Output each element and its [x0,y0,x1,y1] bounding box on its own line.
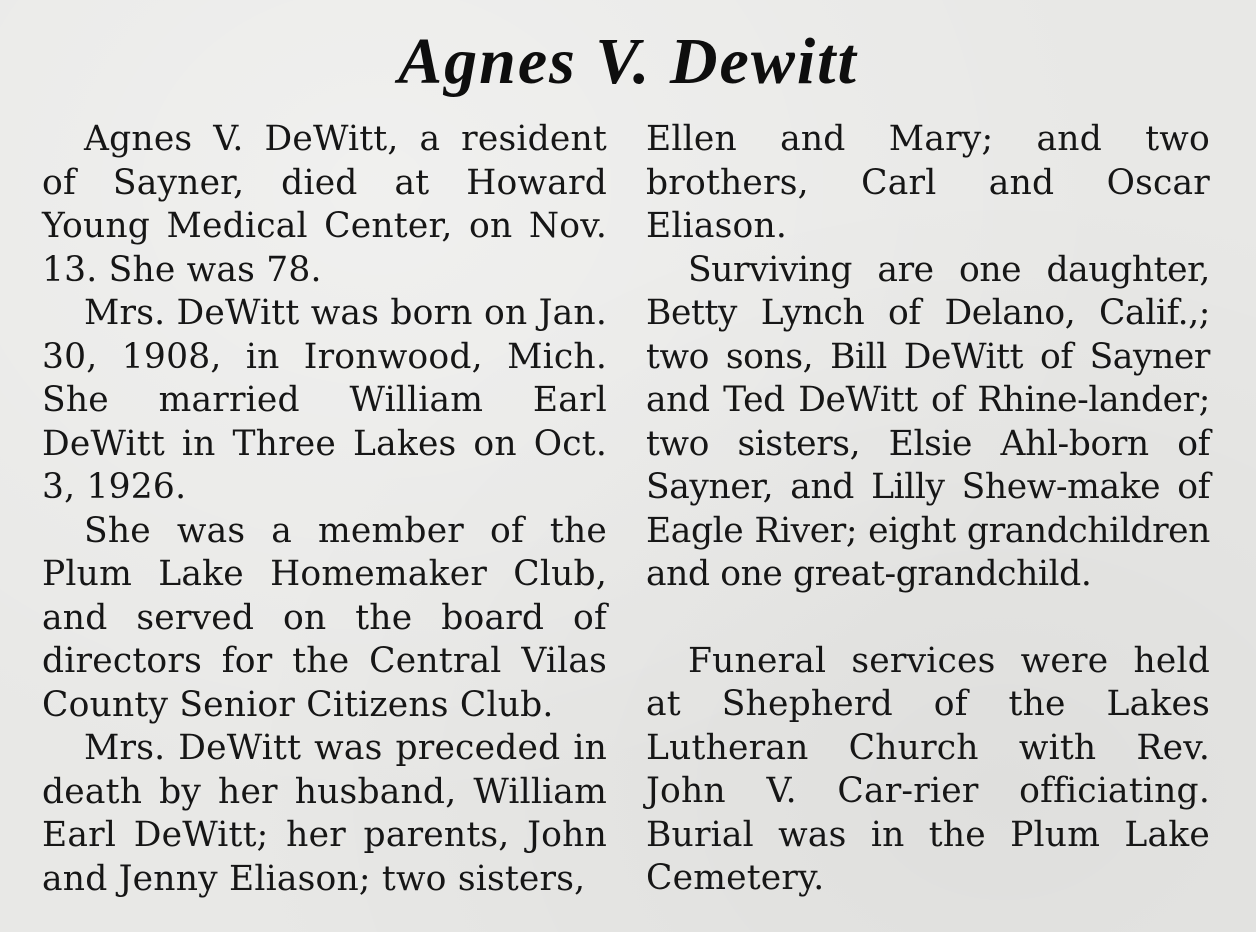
obituary-paragraph-birth-marriage: Mrs. DeWitt was born on Jan. 30, 1908, in Ironwood, Mich. She married William Earl DeWitt in Three Lakes on Oct. 3, 1926. [42,293,607,507]
left-column [42,118,607,901]
obituary-paragraph-preceded-continued: Ellen and Mary; and two brothers, Carl and Oscar Eliason. [646,119,1210,246]
obituary-paragraph-survivors: Surviving are one daughter, Betty Lynch of Delano, Calif.,; two sons, Bill DeWitt of Sayner and Ted DeWitt of Rhine-lander; two sisters, Elsie Ahl-born of Sayner, and Lilly Shew-make of Eagle River; eight grandchildren and one great-grandchild. [646,249,1210,594]
obituary-paragraph-funeral: Funeral services were held at Shepherd of the Lakes Lutheran Church with Rev. John V. Car-rier officiating. Burial was in the Plum Lake Cemetery. [646,640,1210,898]
obituary-paragraph-memberships: She was a member of the Plum Lake Homemaker Club, and served on the board of directors for the Central Vilas County Senior Citizens Club. [42,510,607,725]
obituary-paragraph-death: Agnes V. DeWitt, a resident of Sayner, died at Howard Young Medical Center, on Nov. 13. She was 78. [42,119,607,290]
right-column [646,118,1210,901]
obituary-paragraph-preceded: Mrs. DeWitt was preceded in death by her husband, William Earl DeWitt; her parents, John and Jenny Eliason; two sisters, [42,728,607,899]
obituary-headline: Agnes V. Dewitt [398,25,858,98]
